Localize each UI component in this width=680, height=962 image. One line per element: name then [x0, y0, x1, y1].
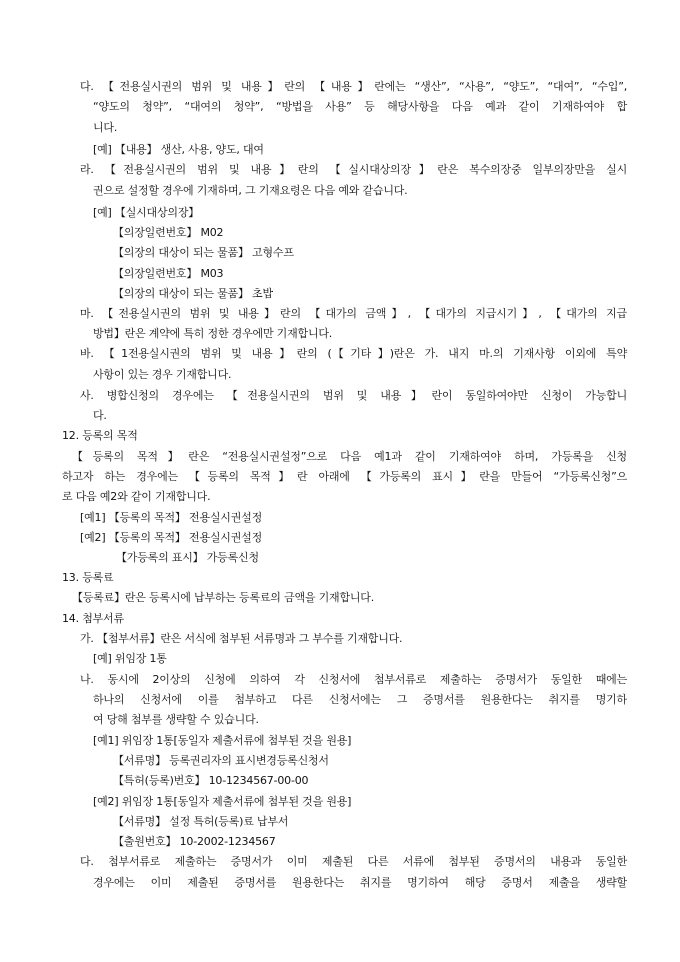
text-line-30: 나. 동시에 2이상의 신청에 의하여 각 신청서에 첨부서류로 제출하는 증명서가 동일한 때에는 — [80, 673, 627, 686]
text-line-9: 【의장의 대상이 되는 물품】 고형수프 — [113, 246, 294, 259]
text-line-4: [예] 【내용】 생산, 사용, 양도, 대여 — [93, 143, 264, 156]
text-line-34: 【서류명】 등록권리자의 표시변경등록신청서 — [113, 754, 329, 767]
text-line-13: 방법】란은 계약에 특히 정한 경우에만 기재합니다. — [93, 327, 333, 340]
text-line-20: 하고자 하는 경우에는 【등록의 목적】란 아래에 【가등록의 표시】란을 만들어 “가등록신청”으 — [62, 470, 627, 483]
text-line-19: 【등록의 목적】란은 “전용실시권설정”으로 다음 예1과 같이 기재하여야 하며, 가등록을 신청 — [72, 450, 627, 463]
text-line-38: 【출원번호】 10-2002-1234567 — [113, 835, 276, 848]
text-line-39: 다. 첨부서류로 제출하는 증명서가 이미 제출된 다른 서류에 첨부된 증명서의 내용과 동일한 — [80, 855, 627, 868]
text-line-16: 사. 병합신청의 경우에는 【전용실시권의 범위 및 내용】란이 동일하여야만 신청이 가능합니 — [80, 389, 627, 402]
text-line-36: [예2] 위임장 1통[동일자 제출서류에 첨부된 것을 원용] — [93, 795, 352, 808]
text-line-32: 여 당해 첨부를 생략할 수 있습니다. — [93, 713, 259, 726]
section-heading-14: 14. 첨부서류 — [62, 612, 124, 625]
text-line-17: 다. — [93, 409, 107, 422]
text-line-6: 권으로 설정할 경우에 기재하며, 그 기재요령은 다음 예와 같습니다. — [93, 184, 408, 197]
text-line-8: 【의장일련번호】 M02 — [113, 226, 224, 239]
text-line-26: 【등록료】란은 등록시에 납부하는 등록료의 금액을 기재합니다. — [72, 591, 375, 604]
text-line-23: [예2] 【등록의 목적】 전용실시권설정 — [80, 531, 263, 544]
text-line-5: 라. 【전용실시권의 범위 및 내용】란의 【실시대상의장】란은 복수의장중 일부의장만을 실시 — [80, 163, 627, 176]
text-line-15: 사항이 있는 경우 기재합니다. — [93, 368, 232, 381]
text-line-10: 【의장일련번호】 M03 — [113, 267, 224, 280]
text-line-28: 가. 【첨부서류】란은 서식에 첨부된 서류명과 그 부수를 기재합니다. — [80, 632, 403, 645]
text-line-37: 【서류명】 설정 특허(등록)료 납부서 — [113, 815, 289, 828]
text-line-2: “양도의 청약”, “대여의 청약”, “방법을 사용” 등 해당사항을 다음 예과 같이 기재하여야 합 — [93, 100, 627, 113]
section-heading-13: 13. 등록료 — [62, 571, 114, 584]
section-heading-12: 12. 등록의 목적 — [62, 429, 138, 442]
text-line-29: [예] 위임장 1통 — [93, 652, 167, 665]
text-line-21: 로 다음 예2와 같이 기재합니다. — [62, 490, 211, 503]
text-line-3: 니다. — [93, 121, 118, 134]
text-line-7: [예] 【실시대상의장】 — [93, 206, 200, 219]
text-line-31: 하나의 신청서에 이를 첨부하고 다른 신청서에는 그 증명서를 원용한다는 취지를 명기하 — [93, 693, 627, 706]
text-line-40: 경우에는 이미 제출된 증명서를 원용한다는 취지를 명기하여 해당 증명서 제출을 생략할 — [93, 876, 627, 889]
text-line-22: [예1] 【등록의 목적】 전용실시권설정 — [80, 511, 263, 524]
text-line-33: [예1] 위임장 1통[동일자 제출서류에 첨부된 것을 원용] — [93, 734, 352, 747]
text-line-35: 【특허(등록)번호】 10-1234567-00-00 — [113, 774, 309, 787]
text-line-11: 【의장의 대상이 되는 물품】 초밥 — [113, 287, 273, 300]
text-line-1: 다. 【전용실시권의 범위 및 내용】란의 【내용】란에는 “생산”, “사용”, “양도”, “대여”, “수입”, — [80, 80, 627, 93]
text-line-24: 【가등록의 표시】 가등록신청 — [116, 551, 259, 564]
text-line-12: 마. 【전용실시권의 범위 및 내용】란의 【대가의 금액】, 【대가의 지급시기】, 【대가의 지급 — [80, 307, 627, 320]
text-line-14: 바. 【1전용실시권의 범위 및 내용】란의 (【기타】)란은 가. 내지 마.의 기재사항 이외에 특약 — [80, 347, 627, 360]
